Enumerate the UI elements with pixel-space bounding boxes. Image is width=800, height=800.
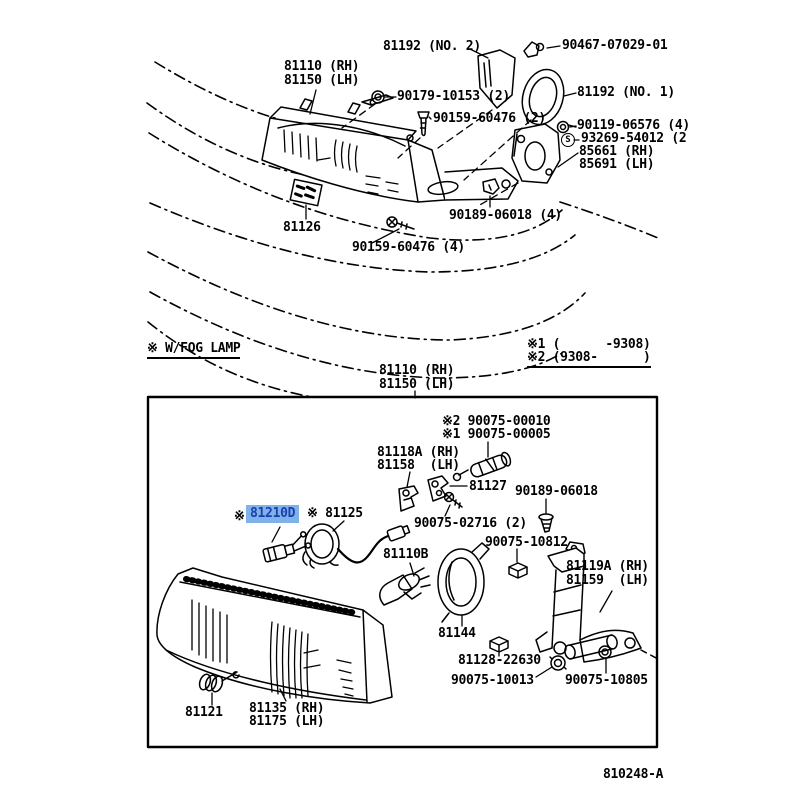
part-label-81128-22630: 81128-22630 — [458, 653, 541, 668]
part-label-90189-06018: 90189-06018 — [515, 484, 598, 499]
part-label-81121: 81121 — [185, 705, 223, 720]
part-label-81125: ※ 81125 — [307, 506, 363, 521]
part-label-81210d-highlighted[interactable]: 81210D — [246, 505, 299, 523]
bulb-81210d — [261, 531, 312, 562]
part-label-93269-54012: 93269-54012 (2 — [581, 131, 687, 146]
part-label-90075-10805: 90075-10805 — [565, 673, 648, 688]
nut-90075-10013 — [550, 656, 566, 670]
drawing-code: 810248-A — [603, 767, 664, 782]
part-label-81135-rh: 81135 (RH) — [249, 701, 325, 716]
part-label-90075-00010: ※2 90075-00010 — [442, 414, 551, 429]
part-label-90075-02716: 90075-02716 (2) — [414, 516, 527, 531]
fog-lamp-note: ※ W/FOG LAMP — [147, 342, 240, 359]
headlamp-lens-lower — [157, 568, 392, 703]
part-label-81110-rh-upper: 81110 (RH) — [284, 59, 360, 74]
part-label-85661-rh: 85661 (RH) — [579, 144, 655, 159]
part-label-81118a-rh: 81118A (RH) — [377, 445, 460, 460]
part-label-81126: 81126 — [283, 220, 321, 235]
part-label-90159-60476-2: 90159-60476 (2) — [433, 111, 546, 126]
part-label-81119a-rh: 81119A (RH) — [566, 559, 649, 574]
nut-81128-22630 — [490, 637, 508, 652]
license-plate-81126 — [290, 179, 322, 205]
socket-90075 — [454, 451, 513, 480]
spec-note-1: ※1 ( -9308) — [527, 337, 651, 352]
nut-90075-10812 — [509, 563, 527, 578]
part-label-90189-06018-4: 90189-06018 (4) — [449, 208, 562, 223]
part-label-81175-lh: 81175 (LH) — [249, 714, 325, 729]
part-label-81110b: 81110B — [383, 547, 429, 562]
part-label-81158-lh: 81158 (LH) — [377, 458, 460, 473]
bracket-81118a — [399, 486, 418, 511]
part-label-90075-10812: 90075-10812 — [485, 535, 568, 550]
part-label-90119-06576: 90119-06576 (4) — [577, 118, 690, 133]
screw-90159-upper — [418, 112, 429, 136]
part-label-81110-rh-box: 81110 (RH) — [379, 363, 455, 378]
bulb-81110b — [380, 568, 430, 605]
part-label-90075-00005: ※1 90075-00005 — [442, 427, 551, 442]
part-label-81192-no1: 81192 (NO. 1) — [577, 85, 675, 100]
part-label-90159-60476-4: 90159-60476 (4) — [352, 240, 465, 255]
part-label-81159-lh: 81159 (LH) — [566, 573, 649, 588]
screw-90075-02716 — [445, 493, 463, 509]
part-label-81150-lh-upper: 81150 (LH) — [284, 73, 360, 88]
seal-ring-81144 — [438, 543, 489, 622]
actuator-85661 — [512, 124, 560, 183]
star-mark-81210d: ※ — [234, 509, 245, 524]
part-label-90467-07029-01: 90467-07029-01 — [562, 38, 668, 53]
clip-90467 — [524, 42, 544, 57]
part-label-81127: 81127 — [469, 479, 507, 494]
part-label-90179-10153: 90179-10153 (2) — [397, 89, 510, 104]
part-label-81144: 81144 — [438, 626, 476, 641]
s-standard-part-mark: S — [561, 133, 575, 147]
screw-90189-lower — [539, 514, 553, 532]
spec-note-2: ※2 (9308- ) — [527, 351, 651, 368]
part-label-90075-10013: 90075-10013 — [451, 673, 534, 688]
part-label-81150-lh-box: 81150 (LH) — [379, 377, 455, 392]
screw-90159-lower — [387, 217, 414, 229]
part-label-81192-no2: 81192 (NO. 2) — [383, 39, 481, 54]
part-label-85691-lh: 85691 (LH) — [579, 157, 655, 172]
